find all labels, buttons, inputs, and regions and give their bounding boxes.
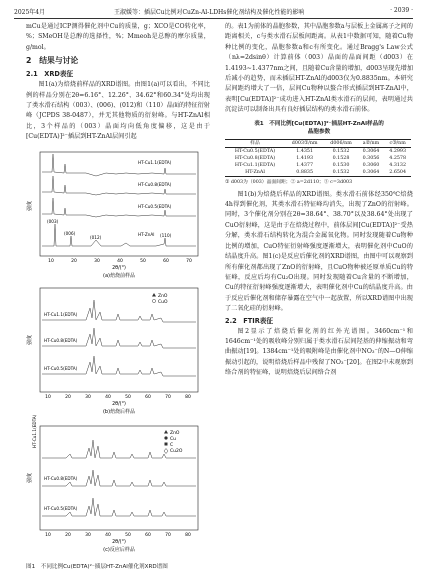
c-marker-icon xyxy=(165,443,168,446)
table-cell: 1.4193 xyxy=(296,155,314,161)
panel-c xyxy=(26,414,198,553)
table-cell: 0.8835 xyxy=(296,169,314,175)
panel-a-peak-label: (012) xyxy=(90,235,102,240)
panel-b-series-label: HT-Cu0.8(EDTA) xyxy=(44,338,78,343)
panel-a-frame xyxy=(40,152,198,256)
panel-b-xtick: 50 xyxy=(125,395,131,400)
panel-c-legend-label: Cu xyxy=(170,437,176,442)
cu-marker-icon xyxy=(164,436,167,439)
table-header-cell: a②/nm xyxy=(362,140,380,146)
table-1-caption-line2: 晶胞参数 xyxy=(307,128,331,135)
panel-b-legend-label: CuO xyxy=(158,300,168,305)
panel-a-xtick: 40 xyxy=(117,259,123,264)
panel-c-xticks xyxy=(45,532,191,538)
panel-c-xtick: 50 xyxy=(125,533,131,538)
panel-a-xtick: 10 xyxy=(48,259,54,264)
xrd-paragraph: 图1(a)为焙烧前样品的XRD谱图。由图1(a)可以看出，不同比例的样品分别在2θ=6.16°、12.26°、34.62°和60.34°处均出现了类水滑石结构（003）、(006)、(012)和（110）晶面的特征衍射峰（JCPDS 38-0487），并无其他物质的衍射峰。与HT-ZnAl相比，3个样品的（003）晶面均向低角度偏移，这是由于[Cu(EDTA)]²⁻插层到HT-ZnAl层间引起 xyxy=(26,81,210,141)
panel-b-xtick: 20 xyxy=(65,395,71,400)
ftir-paragraph: 图2显示了焙烧后催化剂的红外光谱图。3460cm⁻¹和1646cm⁻¹处的吸收峰分别归属于类水滑石层间羟基的伸缩振动和弯曲振动[19]。1384cm⁻¹处的吸附峰是由催化剂中NO₃⁻的N—O伸缩振动引起的，说明焙烧后样品中残留了NO₃⁻[20]。在图2中未观察到络合剂的特征峰，说明焙烧后层间络合剂 xyxy=(225,327,413,377)
header-page-number: · 2039 · xyxy=(390,7,413,14)
table-1 xyxy=(225,139,411,177)
panel-c-ylabel: 强度 xyxy=(27,472,33,484)
table-cell: 2.6504 xyxy=(389,169,407,175)
figure-1 xyxy=(26,140,210,570)
panel-a-caption: (a)焙烧前样品 xyxy=(103,273,135,279)
table-cell: 0.3056 xyxy=(362,155,380,161)
table-cell: 4.2578 xyxy=(389,155,407,161)
panel-a-peak-label: (003) xyxy=(47,219,59,224)
table-1-caption-line1: 表1 不同比例[Cu(EDTA)]²⁻插层HT-ZnAl样品的 xyxy=(254,120,384,127)
panel-c-xtick: 60 xyxy=(145,533,151,538)
panel-a-xtick: 60 xyxy=(163,259,169,264)
panel-a-xticks xyxy=(48,258,192,264)
table-cell: HT-Cu0.8(EDTA) xyxy=(234,155,276,161)
panel-a-series-label: HT-Cu1.1(EDTA) xyxy=(138,160,172,165)
calcined-xrd-paragraph: 图1(b)为焙烧后样品的XRD谱图。类水滑石前体经350℃焙烧4h得到催化剂，其类水滑石特征峰均消失，出现了ZnO的衍射峰。同时，3个催化剂分别在2θ=38.64°、38.70°以及38.64°处出现了CuO衍射峰，这是由于在焙烧过程中，前体层间[Cu(EDTA)]²⁻受热分解，类水滑石结构转化为混合金属氧化物。同时发现随着Cu物种比例的增加，CuO特征衍射峰强度逐渐增大，表明催化剂中CuO的结晶度升高。图1(c)是反应后催化剂的XRD谱图，由图中可以观察到所有催化剂都出现了ZnO的衍射峰，且CuO物种被还原单质Cu的特征峰，反应后均有Cu₂O出现。同时发现随着Cu含量的不断增加，Cu的特征衍射峰强度逐渐增大，表明催化剂中Cu的结晶度升高。由于反应后催化剂和储存暴露在空气中一起放置，所以XRD谱图中出现了二氧化硅的衍射峰。 xyxy=(225,190,413,313)
panel-c-legend xyxy=(164,430,183,454)
panel-c-xtick: 80 xyxy=(185,533,191,538)
subsection-ftir-heading: 2.2 FTIR表征 xyxy=(225,316,273,325)
figure-1-caption: 图1 不同比例Cu(EDTA)²⁻插层HT-ZnAl催化剂XRD谱图 xyxy=(26,564,168,570)
table-row xyxy=(225,147,411,155)
table-cell: HT-ZnAl xyxy=(245,169,265,175)
panel-a-xtick: 70 xyxy=(186,259,192,264)
panel-c-xtick: 20 xyxy=(65,533,71,538)
table-cell: 1.4351 xyxy=(296,148,314,154)
panel-a-xtick: 20 xyxy=(71,259,77,264)
subsection-xrd-heading: 2.1 XRD表征 xyxy=(26,70,74,79)
panel-b-xlabel: 2θ/(°) xyxy=(112,402,126,407)
panel-b-ylabel: 强度 xyxy=(27,334,33,346)
table-header-cell: c③/nm xyxy=(389,140,406,146)
table-row xyxy=(225,162,411,169)
panel-b-xticks xyxy=(45,394,191,400)
panel-a-series-label: HT-Cu0.5(EDTA) xyxy=(138,204,172,209)
panel-a xyxy=(26,152,198,279)
panel-a-peak-label: (006) xyxy=(64,231,76,236)
table-1-caption xyxy=(225,120,413,136)
panel-a-trace-cu05 xyxy=(42,198,196,217)
panel-a-series-label: HT-Cu0.8(EDTA) xyxy=(138,182,172,187)
panel-c-series-label: HT-Cu1.1(EDTA) xyxy=(32,414,37,448)
panel-c-series-label: HT-Cu0.8(EDTA) xyxy=(44,476,78,481)
panel-c-series-label: HT-Cu0.5(EDTA) xyxy=(44,506,78,511)
panel-c-xtick: 70 xyxy=(165,533,171,538)
panel-b-legend-label: ZnO xyxy=(158,294,168,299)
panel-b-xtick: 10 xyxy=(45,395,51,400)
table-cell: 4.2993 xyxy=(389,148,407,154)
zno-marker-icon xyxy=(164,430,168,434)
panel-c-xtick: 10 xyxy=(45,533,51,538)
panel-b-series-label: HT-Cu1.1(EDTA) xyxy=(44,312,78,317)
table-header-cell: 样品 xyxy=(250,140,260,146)
panel-b-xtick: 70 xyxy=(165,395,171,400)
cu2o-marker-icon xyxy=(164,449,168,454)
panel-b-trace-cu11 xyxy=(42,300,196,322)
panel-b-xtick: 80 xyxy=(185,395,191,400)
table-cell: 0.3064 xyxy=(362,169,380,175)
header-date: 2025年4月 xyxy=(14,9,46,16)
table-cell: 0.1532 xyxy=(332,148,350,154)
panel-b xyxy=(26,288,198,415)
panel-a-peak-label: (110) xyxy=(160,233,172,238)
panel-a-trace-cu11 xyxy=(42,154,196,176)
lattice-parameter-paragraph: 的。表1为前体的晶胞参数，其中晶胞参数a与层板上金属离子之间的距离相关，c与类水滑石层板间距离。从表1中数据可知，随着Cu物种比例的变化，晶胞参数a和c有所变化。通过Bragg's Law公式（nλ=2dsinθ）计算前体（003）晶面的晶面间距（d003）在1.4193~1.4377nm之间，且随着Cu含量的增加，d003呈现先增加后减小的趋势，而未插层HT-ZnAl的d003仅为0.8835nm。本研究层间距约增大了一倍，层间Cu物种以螯合形式插层到HT-ZnAl中，表明[Cu(EDTA)]²⁻成功进入HT-ZnAl类水滑石的层间，表明通过共沉淀法可以制备出具有良好插层结构的类水滑石前体。 xyxy=(225,23,414,114)
table-row xyxy=(225,169,411,177)
panel-a-xtick: 30 xyxy=(94,259,100,264)
panel-b-caption: (b)焙烧后样品 xyxy=(102,409,136,415)
table-1-notes: ① d003为（003）晶面间距；② a=2d110；③ c=3d003 xyxy=(225,179,353,185)
table-header-row xyxy=(225,139,411,147)
panel-a-series-label: HT-ZnAl xyxy=(138,232,155,237)
panel-c-caption: (c)反应后样品 xyxy=(103,547,135,553)
panel-c-xtick: 40 xyxy=(105,533,111,538)
panel-b-xtick: 40 xyxy=(105,395,111,400)
panel-c-legend-label: Cu2O xyxy=(170,449,183,454)
table-cell: 0.3064 xyxy=(362,148,380,154)
table-header-cell: d003①/nm xyxy=(291,140,318,146)
table-header-cell: d006/nm xyxy=(330,140,352,146)
left-column xyxy=(26,22,210,143)
panel-a-xtick: 50 xyxy=(140,259,146,264)
panel-b-xtick: 60 xyxy=(145,395,151,400)
table-cell: 1.4377 xyxy=(296,162,314,168)
table-cell: HT-Cu1.1(EDTA) xyxy=(234,162,276,168)
panel-c-legend-label: C xyxy=(170,443,174,448)
panel-c-legend-label: ZnO xyxy=(170,431,180,436)
panel-c-xtick: 30 xyxy=(85,533,91,538)
panel-b-series-label: HT-Cu0.5(EDTA) xyxy=(44,366,78,371)
header-title: 王淑媛等：插层Cu比例对CuZn-Al-LDHs催化剂结构及催化性能的影响 xyxy=(114,9,305,16)
panel-b-legend xyxy=(152,293,168,305)
table-row xyxy=(225,155,411,162)
panel-b-xtick: 30 xyxy=(85,395,91,400)
section-heading: 2 结果与讨论 xyxy=(26,56,79,66)
table-cell: 0.1532 xyxy=(332,169,350,175)
table-cell: 4.3132 xyxy=(389,162,407,168)
panel-a-trace-cu08 xyxy=(42,176,196,195)
table-cell: 0.1528 xyxy=(332,155,350,161)
zno-marker-icon xyxy=(152,293,156,297)
cuo-marker-icon xyxy=(152,299,155,302)
panel-c-xlabel: 2θ/(°) xyxy=(112,540,126,545)
xrd-figure-svg xyxy=(26,140,210,560)
running-header xyxy=(14,6,413,19)
table-cell: 0.1530 xyxy=(332,162,350,168)
right-column xyxy=(225,22,413,379)
table-cell: HT-Cu0.5(EDTA) xyxy=(234,148,276,154)
panel-a-xlabel: 2θ/(°) xyxy=(112,266,126,271)
panel-a-ylabel: 强度 xyxy=(27,200,33,212)
variable-definition-paragraph: mCu是通过ICP测得催化剂中Cu的质量，g；XCO是CO转化率，%；SMeOH是总醇的选择性，%；Mmeoh是总醇的摩尔质量，g/mol。 xyxy=(26,23,210,51)
table-cell: 0.3060 xyxy=(362,162,380,168)
